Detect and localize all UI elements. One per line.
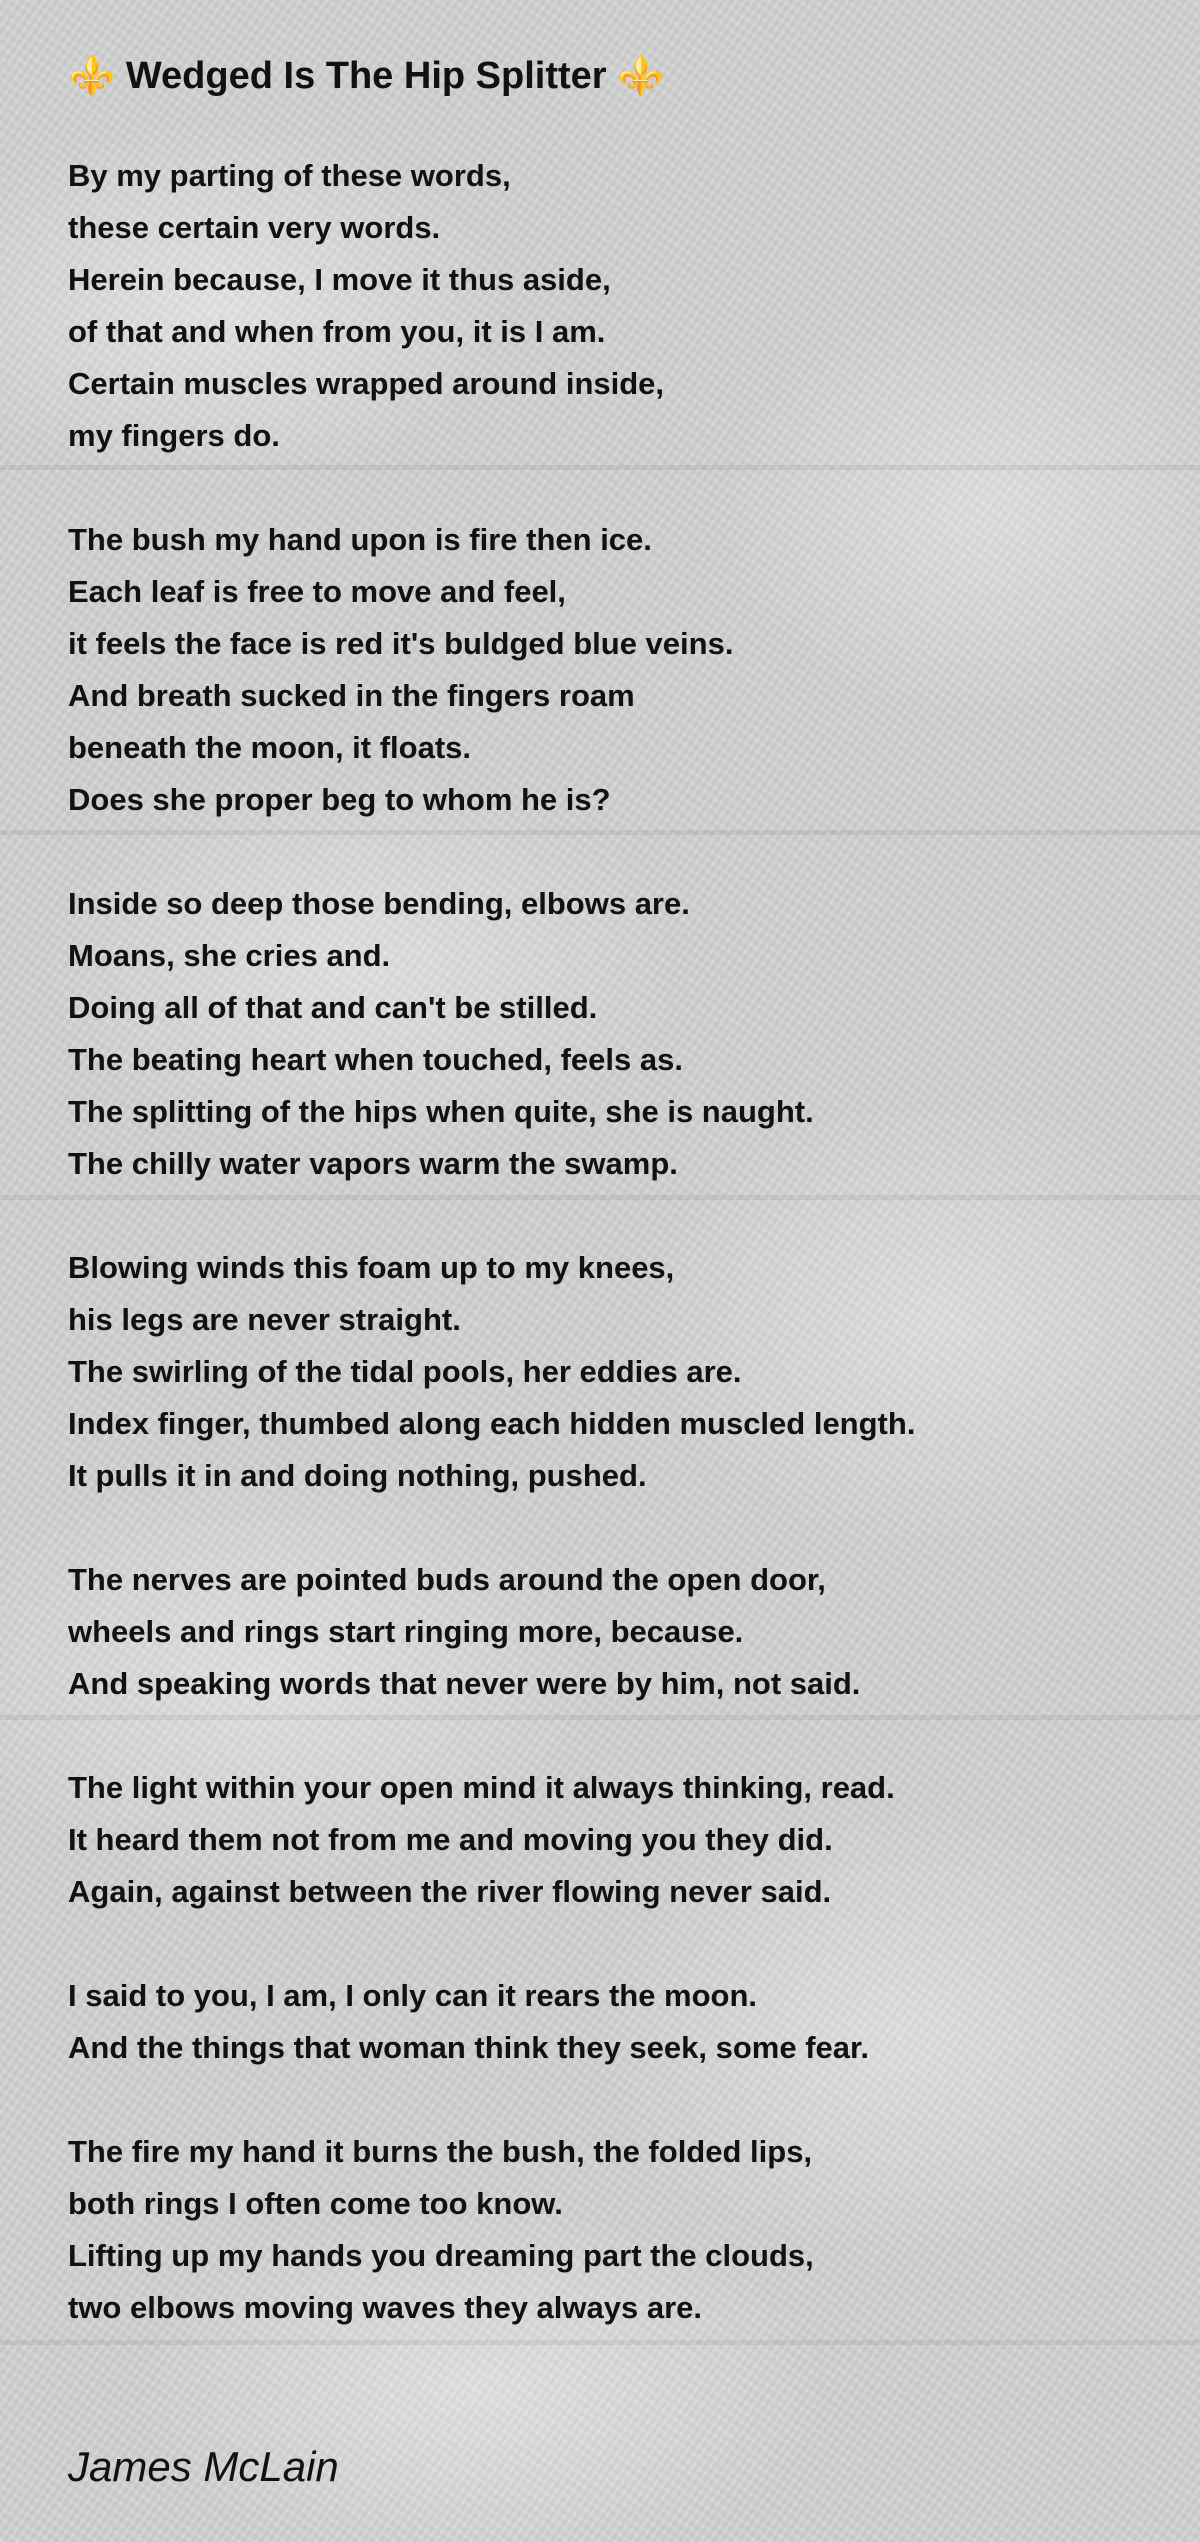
poem-line: Does she proper beg to whom he is? (68, 782, 611, 817)
poem-line: Blowing winds this foam up to my knees, (68, 1250, 675, 1285)
poem-line: It heard them not from me and moving you they did. (68, 1822, 833, 1857)
poem-line: Doing all of that and can't be stilled. (68, 990, 598, 1025)
poem-stanza (68, 878, 1168, 1190)
poem-line: Index finger, thumbed along each hidden muscled length. (68, 1406, 916, 1441)
poem-line: Certain muscles wrapped around inside, (68, 366, 665, 401)
poem-line: The beating heart when touched, feels as. (68, 1042, 683, 1077)
poem-line: Each leaf is free to move and feel, (68, 574, 566, 609)
poem-line: And the things that woman think they seek, some fear. (68, 2030, 869, 2065)
poem-body (68, 150, 1168, 2386)
poem-stanza (68, 1554, 1168, 1710)
poem-line: The light within your open mind it always thinking, read. (68, 1770, 895, 1805)
poem-line: And speaking words that never were by him, not said. (68, 1666, 861, 1701)
poem-stanza (68, 1762, 1168, 1918)
poem-line: it feels the face is red it's buldged blue veins. (68, 626, 734, 661)
poem-line: of that and when from you, it is I am. (68, 314, 606, 349)
poem-line: wheels and rings start ringing more, because. (68, 1614, 744, 1649)
poem-line: The splitting of the hips when quite, she is naught. (68, 1094, 814, 1129)
poem-line: two elbows moving waves they always are. (68, 2290, 703, 2325)
poem-line: Lifting up my hands you dreaming part the clouds, (68, 2238, 814, 2273)
poem-line: By my parting of these words, (68, 158, 511, 193)
poem-stanza (68, 150, 1168, 462)
poem-line: The chilly water vapors warm the swamp. (68, 1146, 678, 1181)
poem-line: his legs are never straight. (68, 1302, 461, 1337)
poem-line: my fingers do. (68, 418, 280, 453)
poem-stanza (68, 514, 1168, 826)
poem-line: Moans, she cries and. (68, 938, 391, 973)
poem-line: The bush my hand upon is fire then ice. (68, 522, 652, 557)
poem-line: I said to you, I am, I only can it rears the moon. (68, 1978, 758, 2013)
poem-author: James McLain (68, 2443, 339, 2490)
poem-line: The nerves are pointed buds around the open door, (68, 1562, 826, 1597)
poem-line: Herein because, I move it thus aside, (68, 262, 611, 297)
poem-stanza (68, 1242, 1168, 1502)
poem-line: The swirling of the tidal pools, her eddies are. (68, 1354, 742, 1389)
poem-line: Inside so deep those bending, elbows are. (68, 886, 690, 921)
poem-line: both rings I often come too know. (68, 2186, 563, 2221)
poem-line: beneath the moon, it floats. (68, 730, 472, 765)
poem-line: these certain very words. (68, 210, 441, 245)
poem-stanza (68, 1970, 1168, 2074)
poem-line: And breath sucked in the fingers roam (68, 678, 635, 713)
poem-line: It pulls it in and doing nothing, pushed. (68, 1458, 647, 1493)
poem-title: ⚜️ Wedged Is The Hip Splitter ⚜️ (68, 55, 665, 97)
poem-stanza (68, 2126, 1168, 2334)
poem-line: Again, against between the river flowing never said. (68, 1874, 832, 1909)
poem-line: The fire my hand it burns the bush, the folded lips, (68, 2134, 813, 2169)
